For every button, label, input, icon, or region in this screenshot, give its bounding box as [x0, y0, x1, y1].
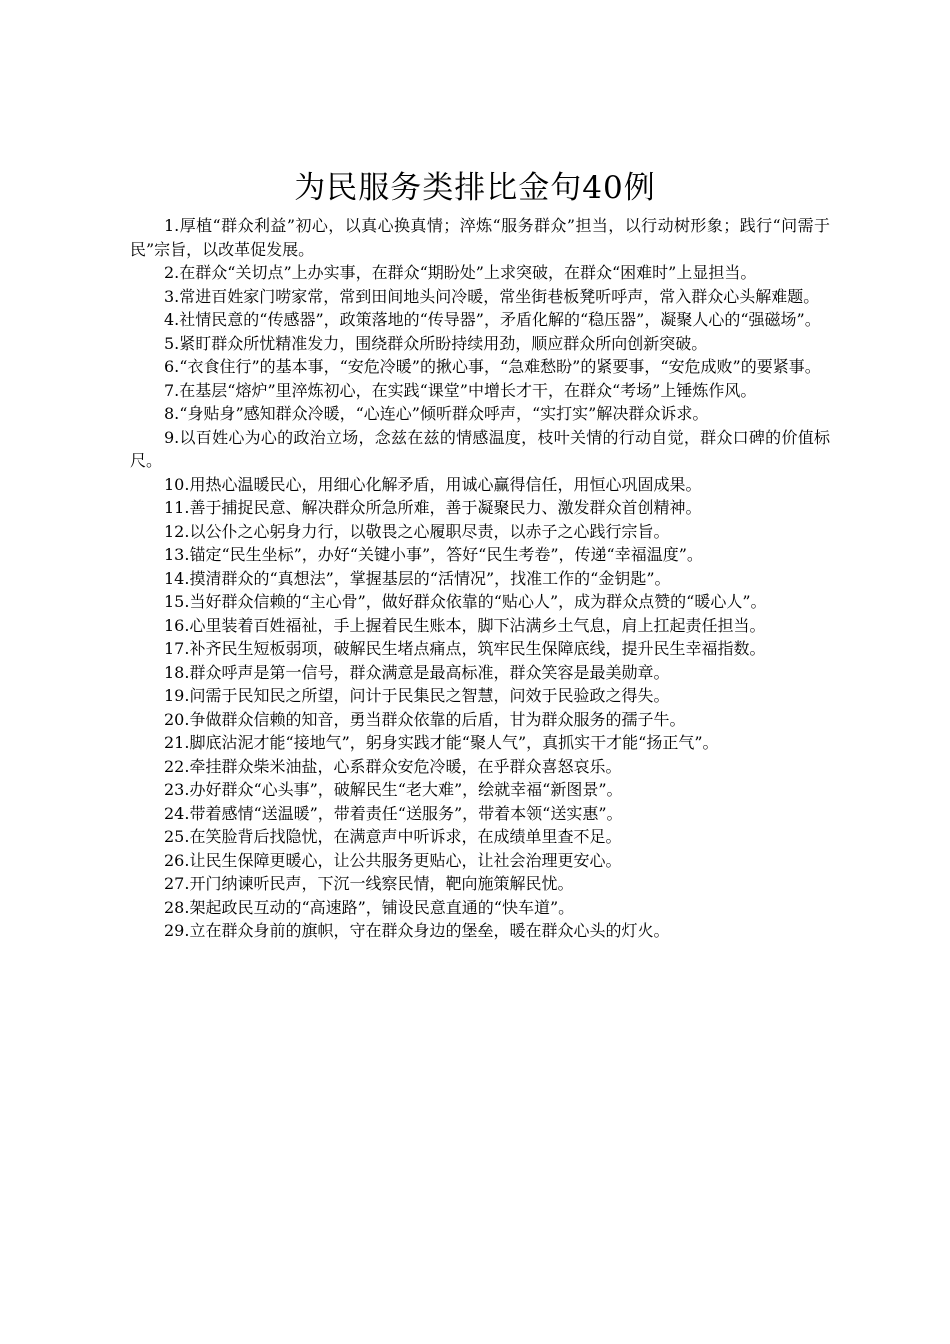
list-item: 21.脚底沾泥才能“接地气”，躬身实践才能“聚人气”，真抓实干才能“扬正气”。	[164, 733, 719, 752]
list-item: 20.争做群众信赖的知音，勇当群众依靠的后盾，甘为群众服务的孺子牛。	[164, 709, 686, 729]
list-item: 7.在基层“熔炉”里淬炼初心，在实践“课堂”中增长才干，在群众“考场”上锤炼作风。	[164, 380, 757, 400]
list-item: 18.群众呼声是第一信号，群众满意是最高标准，群众笑容是最美勋章。	[164, 662, 670, 682]
list-item: 29.立在群众身前的旗帜，守在群众身边的堡垒，暖在群众心头的灯火。	[164, 921, 670, 940]
list-item: 17.补齐民生短板弱项，破解民生堵点痛点，筑牢民生保障底线，提升民生幸福指数。	[164, 639, 766, 658]
list-item: 23.办好群众“心头事”，破解民生“老大难”，绘就幸福“新图景”。	[164, 780, 623, 799]
list-item: 14.摸清群众的“真想法”，掌握基层的“活情况”，找准工作的“金钥匙”。	[164, 568, 671, 588]
list-item: 2.在群众“关切点”上办实事，在群众“期盼处”上求突破，在群众“困难时”上显担当。	[164, 263, 757, 282]
list-item: 5.紧盯群众所忧精准发力，围绕群众所盼持续用劲，顺应群众所向创新突破。	[164, 333, 708, 353]
list-item: 27.开门纳谏听民声，下沉一线察民情，靶向施策解民忧。	[164, 874, 574, 893]
document-title: 为民服务类排比金句40例	[294, 170, 656, 206]
list-item: 4.社情民意的“传感器”，政策落地的“传导器”，矛盾化解的“稳压器”，凝聚人心的“强磁场”。	[164, 310, 821, 329]
list-item: 25.在笑脸背后找隐忧，在满意声中听诉求，在成绩单里查不足。	[164, 827, 622, 846]
list-item: 11.善于捕捉民意、解决群众所急所难，善于凝聚民力、激发群众首创精神。	[164, 498, 702, 517]
list-item: 15.当好群众信赖的“主心骨”，做好群众依靠的“贴心人”，成为群众点赞的“暖心人”。	[164, 592, 767, 611]
list-item: 26.让民生保障更暖心，让公共服务更贴心，让社会治理更安心。	[164, 850, 622, 870]
list-item: 6.“衣食住行”的基本事，“安危冷暖”的揪心事，“急难愁盼”的紧要事，“安危成败”的要紧事。	[164, 357, 821, 376]
list-item: 24.带着感情“送温暖”，带着责任“送服务”，带着本领“送实惠”。	[164, 803, 623, 823]
list-item: 10.用热心温暖民心，用细心化解矛盾，用诚心赢得信任，用恒心巩固成果。	[164, 474, 702, 494]
list-item: 1.厚植“群众利益”初心，以真心换真情；淬炼“服务群众”担当，以行动树形象；践行“问需于民”宗旨，以改革促发展。	[130, 216, 830, 259]
document-body	[130, 214, 830, 943]
list-item: 8.“身贴身”感知群众冷暖，“心连心”倾听群众呼声，“实打实”解决群众诉求。	[164, 404, 709, 423]
list-item: 9.以百姓心为心的政治立场，念兹在兹的情感温度，枝叶关情的行动自觉，群众口碑的价值标尺。	[130, 427, 830, 470]
list-item: 13.锚定“民生坐标”，办好“关键小事”，答好“民生考卷”，传递“幸福温度”。	[164, 545, 703, 564]
list-item: 16.心里装着百姓福祉，手上握着民生账本，脚下沾满乡土气息，肩上扛起责任担当。	[164, 615, 766, 635]
list-item: 12.以公仆之心躬身力行，以敬畏之心履职尽责，以赤子之心践行宗旨。	[164, 521, 670, 541]
list-item: 22.牵挂群众柴米油盐，心系群众安危冷暖，在乎群众喜怒哀乐。	[164, 756, 622, 776]
list-item: 19.问需于民知民之所望，问计于民集民之智慧，问效于民验政之得失。	[164, 686, 670, 705]
list-item: 28.架起政民互动的“高速路”，铺设民意直通的“快车道”。	[164, 897, 575, 917]
list-item: 3.常进百姓家门唠家常，常到田间地头问冷暖，常坐街巷板凳听呼声，常入群众心头解难题。	[164, 286, 820, 306]
